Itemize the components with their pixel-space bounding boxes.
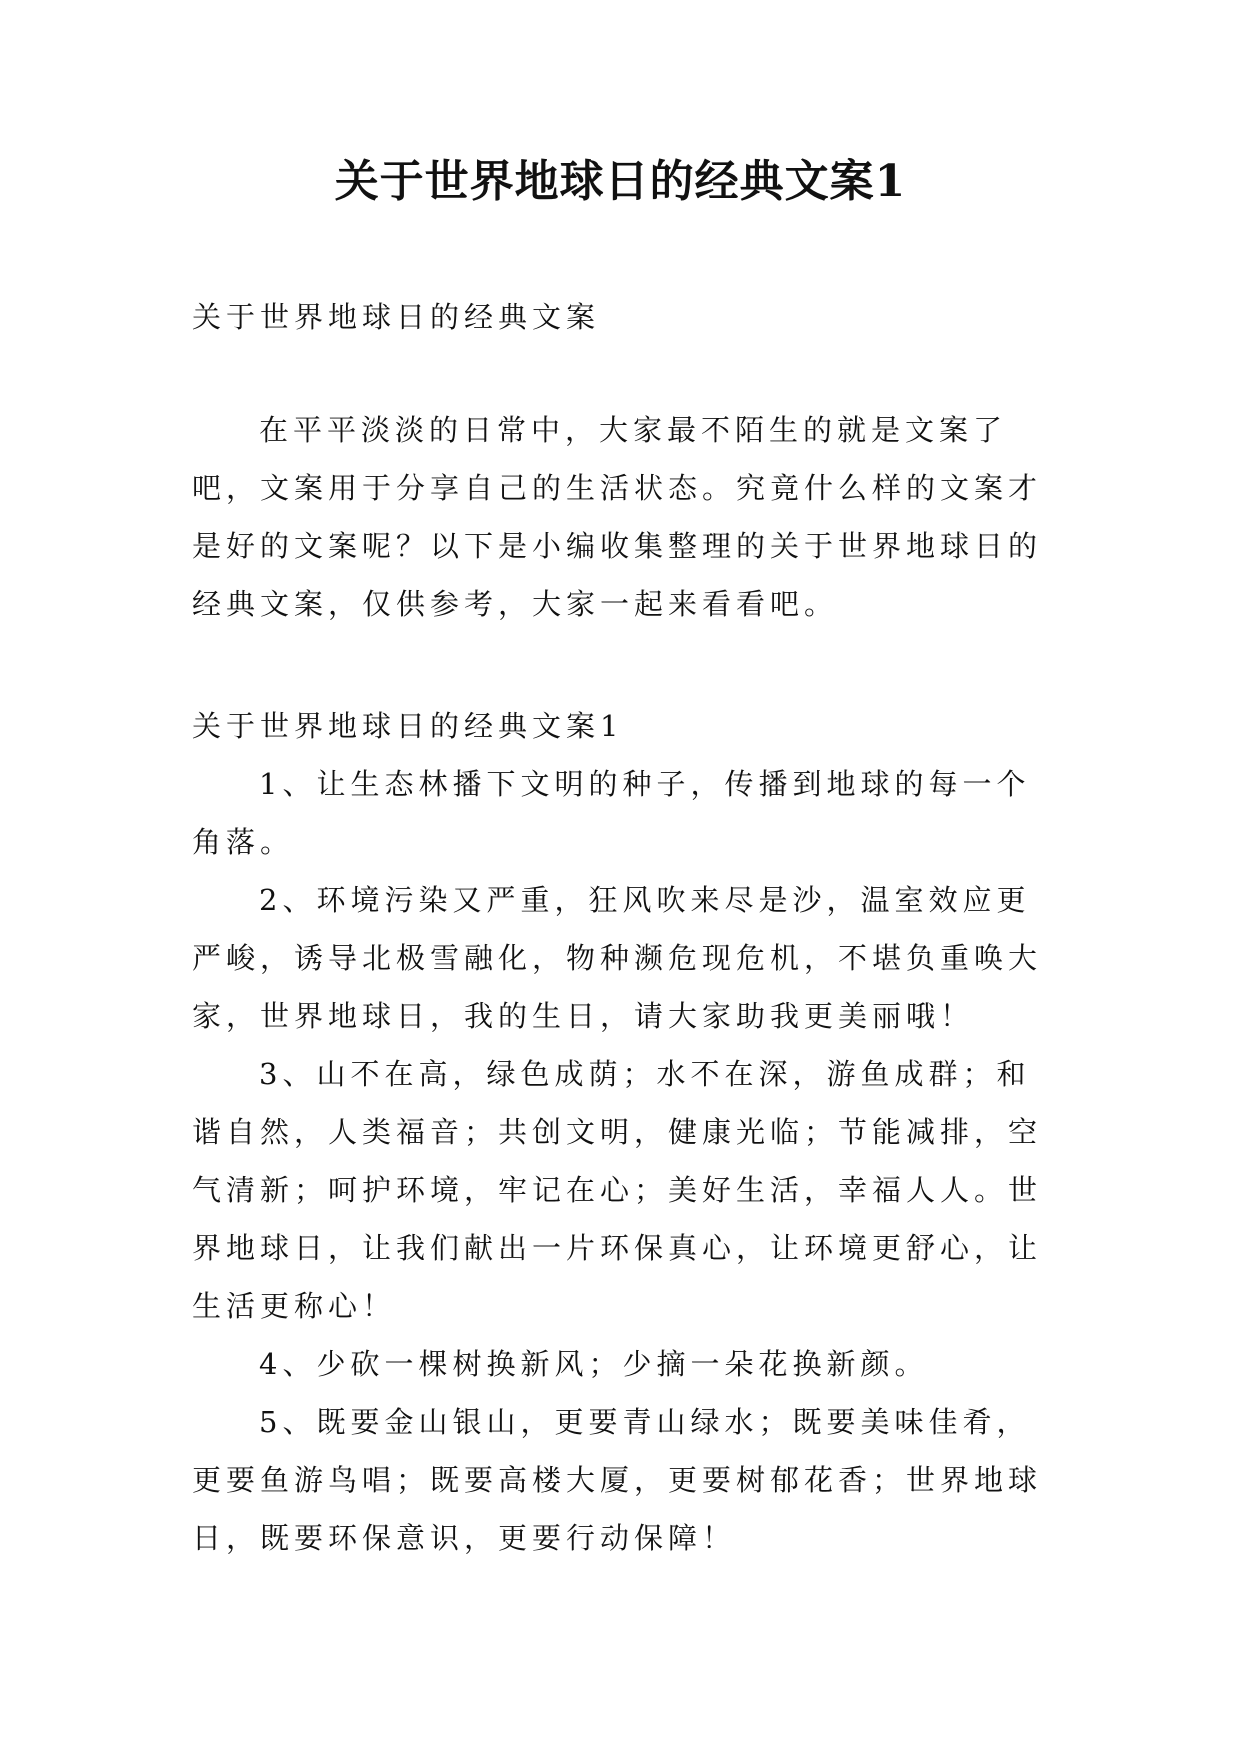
list-item: 2、环境污染又严重，狂风吹来尽是沙，温室效应更严峻，诱导北极雪融化，物种濒危现危机，不堪负重唤大家，世界地球日，我的生日，请大家助我更美丽哦！ [192,883,1043,1033]
list-item: 5、既要金山银山，更要青山绿水；既要美味佳肴，更要鱼游鸟唱；既要高楼大厦，更要树郁花香；世界地球日，既要环保意识，更要行动保障！ [192,1405,1043,1555]
list-item: 4、少砍一棵树换新风；少摘一朵花换新颜。 [259,1347,929,1381]
document-title: 关于世界地球日的经典文案1 [334,156,907,207]
section-heading: 关于世界地球日的经典文案1 [192,709,624,743]
section-content [192,697,1062,1567]
list-item: 3、山不在高，绿色成荫；水不在深，游鱼成群；和谐自然，人类福音；共创文明，健康光临；节能减排，空气清新；呵护环境，牢记在心；美好生活，幸福人人。世界地球日，让我们献出一片环保真心，让环境更舒心，让生活更称心！ [192,1057,1043,1323]
list-item: 1、让生态林播下文明的种子，传播到地球的每一个角落。 [192,767,1031,859]
document-subtitle: 关于世界地球日的经典文案 [192,300,601,334]
intro-paragraph: 在平平淡淡的日常中，大家最不陌生的就是文案了吧，文案用于分享自己的生活状态。究竟什么样的文案才是好的文案呢？以下是小编收集整理的关于世界地球日的经典文案，仅供参考，大家一起来看看吧。 [192,413,1043,621]
